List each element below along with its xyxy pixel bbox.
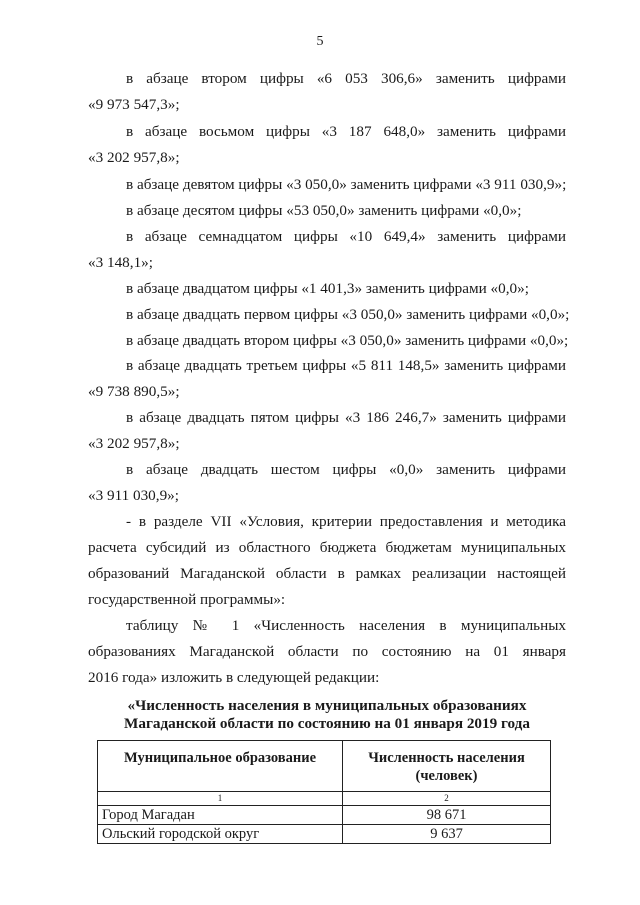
table-row bbox=[98, 806, 551, 825]
text-line: в абзаце двадцать первом цифры «3 050,0» заменить цифрами «0,0»; bbox=[126, 306, 570, 323]
text-line: в абзаце двадцатом цифры «1 401,3» заменить цифрами «0,0»; bbox=[126, 280, 529, 297]
text-line: «9 973 547,3»; bbox=[88, 96, 180, 113]
text-line: в абзаце девятом цифры «3 050,0» заменить цифрами «3 911 030,9»; bbox=[126, 176, 567, 193]
text-line: «3 202 957,8»; bbox=[88, 435, 180, 452]
table-row bbox=[98, 825, 551, 844]
text-line: образований Магаданской области в рамках реализации настоящей bbox=[88, 565, 566, 582]
text-line: - в разделе VII «Условия, критерии предоставления и методика bbox=[126, 513, 566, 530]
text-line: образованиях Магаданской области по состоянию на 01 января bbox=[88, 643, 566, 660]
text-line: государственной программы»: bbox=[88, 591, 286, 608]
caption-line: Магаданской области по состоянию на 01 января 2019 года bbox=[124, 715, 530, 732]
text-line: «3 202 957,8»; bbox=[88, 149, 180, 166]
text-line: в абзаце втором цифры «6 053 306,6» заменить цифрами bbox=[126, 70, 566, 87]
population-cell: 9 637 bbox=[343, 825, 551, 844]
text-line: в абзаце десятом цифры «53 050,0» заменить цифрами «0,0»; bbox=[126, 202, 522, 219]
column-number-row bbox=[98, 792, 551, 806]
table-caption bbox=[88, 697, 566, 733]
text-line: в абзаце двадцать третьем цифры «5 811 148,5» заменить цифрами bbox=[126, 357, 566, 374]
header-municipality: Муниципальное образование bbox=[98, 741, 343, 792]
municipality-cell: Город Магадан bbox=[98, 806, 343, 825]
page-number: 5 bbox=[316, 34, 324, 49]
text-line: в абзаце двадцать втором цифры «3 050,0» заменить цифрами «0,0»; bbox=[126, 332, 569, 349]
text-line: в абзаце двадцать шестом цифры «0,0» заменить цифрами bbox=[126, 461, 566, 478]
text-line: расчета субсидий из областного бюджета бюджетам муниципальных bbox=[88, 539, 566, 556]
text-line: в абзаце восьмом цифры «3 187 648,0» заменить цифрами bbox=[126, 123, 566, 140]
column-number: 2 bbox=[343, 792, 551, 806]
table-header-row bbox=[98, 741, 551, 792]
population-table bbox=[97, 740, 551, 844]
caption-line: «Численность населения в муниципальных образованиях bbox=[127, 697, 527, 714]
header-population: Численность населения (человек) bbox=[343, 741, 551, 792]
text-line: таблицу № 1 «Численность населения в муниципальных bbox=[126, 617, 566, 634]
text-line: в абзаце двадцать пятом цифры «3 186 246,7» заменить цифрами bbox=[126, 409, 566, 426]
municipality-cell: Ольский городской округ bbox=[98, 825, 343, 844]
population-cell: 98 671 bbox=[343, 806, 551, 825]
text-line: «3 911 030,9»; bbox=[88, 487, 179, 504]
column-number: 1 bbox=[98, 792, 343, 806]
text-line: «9 738 890,5»; bbox=[88, 383, 180, 400]
text-line: «3 148,1»; bbox=[88, 254, 153, 271]
text-line: 2016 года» изложить в следующей редакции: bbox=[88, 669, 380, 686]
text-line: в абзаце семнадцатом цифры «10 649,4» заменить цифрами bbox=[126, 228, 566, 245]
